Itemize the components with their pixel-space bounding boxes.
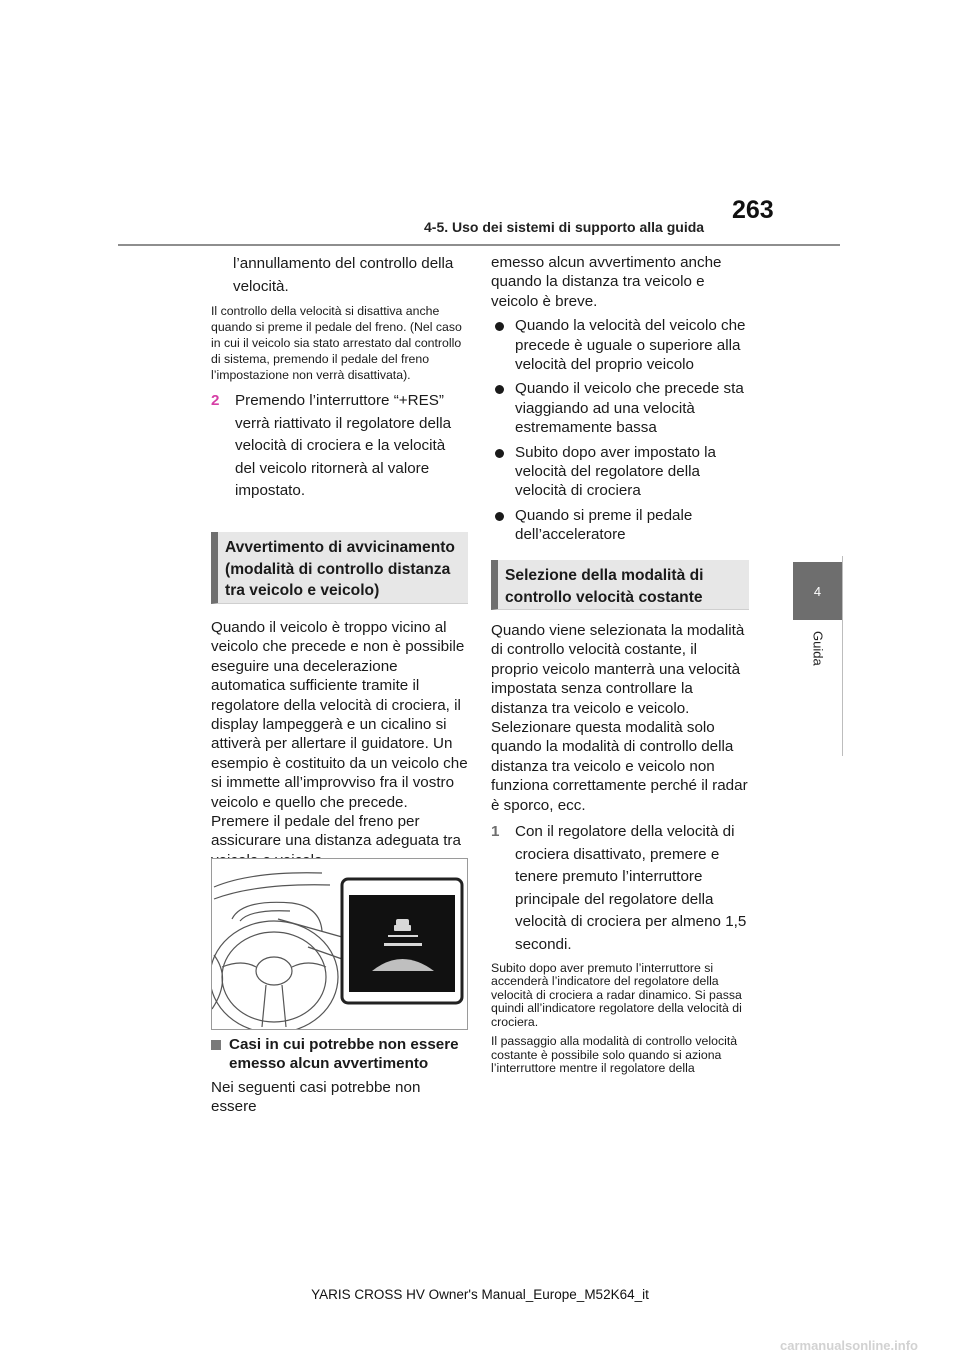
brake-note: Il controllo della velocità si disattiva anche quando si preme il pedale del freno. (Nel caso in cui il veicolo sia stato arrestato dal controllo di sistema, premendo il pedale del freno l’impostazione non verrà disattivata). [211, 304, 462, 382]
step-1 [491, 821, 748, 956]
page-footer: YARIS CROSS HV Owner's Manual_Europe_M52K64_it [311, 1287, 649, 1302]
step-number: 2 [211, 392, 220, 409]
constant-speed-paragraph: Quando viene selezionata la modalità di controllo velocità costante, il proprio veicolo manterrà una velocità impostata senza controllare la distanza tra veicolo e veicolo. Selezionare questa modalità solo quando la modalità di controllo della distanza tra veicolo e veicolo non funziona correttamente perché il radar è sporco, ecc. [491, 622, 748, 814]
watermark: carmanualsonline.info [780, 1338, 918, 1353]
bullet-dot-icon [495, 385, 504, 394]
no-warning-intro: Nei seguenti casi potrebbe non essere [211, 1078, 421, 1116]
approach-warning-paragraph: Quando il veicolo è troppo vicino al veicolo che precede e non è possibile eseguire una decelerazione automatica sufficiente tramite il regolatore della velocità di crociera, il display lampeggerà e un cicalino si attiverà per allertare il guidatore. Un esempio è costituito da un veicolo che si immette all’improvviso fra il vostro veicolo e quello che precede. Premere il pedale del freno per assicurare una distanza adeguata tra [211, 619, 468, 850]
chapter-tab: 4 [793, 562, 842, 620]
dashboard-illustration [211, 858, 468, 1030]
bullet-text: Quando il veicolo che precede sta viaggiando ad una velocità estremamente bassa [515, 380, 744, 437]
list-item [491, 316, 748, 374]
list-item [491, 506, 748, 545]
mode-switch-note: Il passaggio alla modalità di controllo velocità costante è possibile solo quando si aziona l’interruttore mentre il regolatore della [491, 1034, 738, 1075]
bullet-dot-icon [495, 449, 504, 458]
section-title: 4-5. Uso dei sistemi di supporto alla guida [424, 219, 705, 235]
bullet-text: Quando la velocità del veicolo che precede è uguale o superiore alla velocità del proprio veicolo [515, 317, 746, 374]
list-item [491, 443, 748, 501]
right-column [491, 253, 748, 545]
bullet-dot-icon [495, 322, 504, 331]
page-number: 263 [732, 196, 774, 224]
step-text: Con il regolatore della velocità di crociera disattivato, premere e tenere premuto l’interruttore principale del regolatore della velocità di crociera per almeno 1,5 secondi. [515, 823, 747, 953]
left-column [211, 253, 468, 503]
intro-continued: l’annullamento del controllo della velocità. [233, 255, 454, 295]
subheading-text: Casi in cui potrebbe non essere emesso alcun avvertimento [229, 1036, 459, 1073]
section-heading-approach-warning: Avvertimento di avvicinamento (modalità di controllo distanza tra veicolo e veicolo) [211, 532, 468, 604]
continued-paragraph: emesso alcun avvertimento anche quando la distanza tra veicolo e veicolo è breve. [491, 254, 722, 310]
subheading-no-warning [211, 1035, 468, 1074]
steering-wheel-display-icon [212, 859, 467, 1029]
step-2 [211, 390, 468, 503]
bullet-text: Subito dopo aver impostato la velocità del regolatore della velocità di crociera [515, 443, 716, 500]
step-text: Premendo l’interruttore “+RES” verrà riattivato il regolatore della velocità di crociera e la velocità del veicolo ritornerà al valore impostato. [235, 392, 452, 499]
header-rule [118, 244, 840, 246]
bullet-text: Quando si preme il pedale dell’acceleratore [515, 506, 693, 544]
indicator-note: Subito dopo aver premuto l’interruttore si accenderà l’indicatore del regolatore della velocità di crociera a radar dinamico. Si passa quindi all’indicatore regolatore della velocità di crociera. [491, 961, 742, 1029]
chapter-label: Guida [810, 630, 826, 666]
no-warning-section [211, 1035, 468, 1117]
list-item [491, 379, 748, 437]
step-number: 1 [491, 823, 500, 841]
square-bullet-icon [211, 1040, 221, 1050]
bullet-dot-icon [495, 512, 504, 521]
section-heading-constant-speed: Selezione della modalità di controllo velocità costante [491, 560, 749, 610]
approach-warning-text [211, 618, 468, 870]
constant-speed-text [491, 621, 748, 1075]
